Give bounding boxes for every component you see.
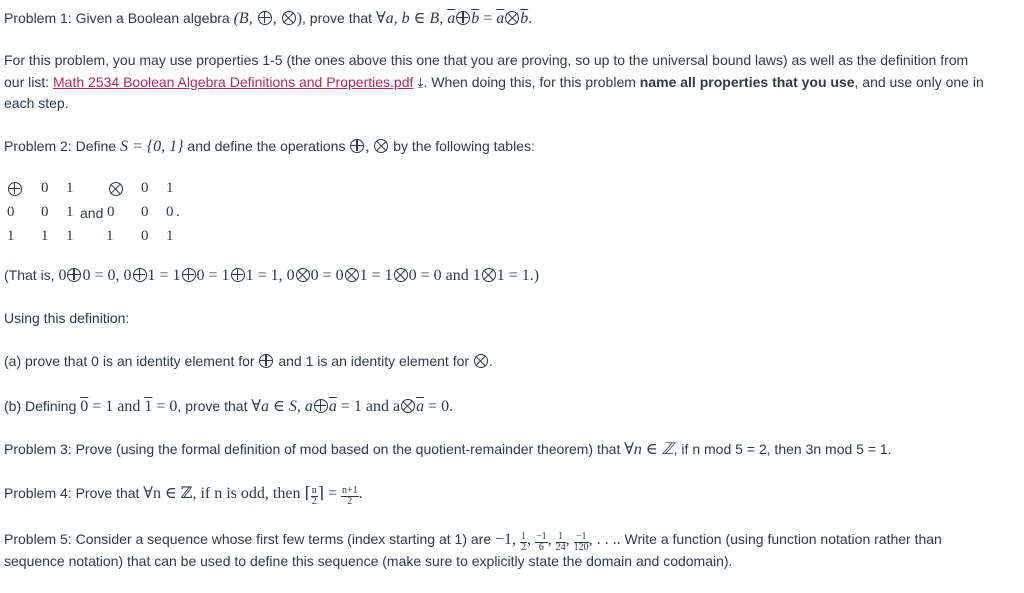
otimes-icon bbox=[345, 268, 359, 282]
frac-num: −1 bbox=[574, 532, 589, 543]
that-is-line bbox=[4, 265, 539, 286]
otimes-icon bbox=[374, 139, 388, 153]
p2b-zero-bar: 0 bbox=[80, 398, 89, 415]
p2b-a-bar: $\overline{a}$ bbox=[328, 398, 337, 415]
that-is-term: 0 bbox=[58, 267, 67, 284]
p1-forall: ∀a, b ∈ B, bbox=[375, 10, 448, 27]
frac-num: −1 bbox=[536, 531, 547, 542]
frac-den: 6 bbox=[538, 542, 544, 553]
p3-forall: ∀n ∈ ℤ bbox=[624, 441, 674, 458]
p4-pre: Problem 4: Prove that bbox=[4, 485, 144, 501]
p1-a: a bbox=[447, 10, 456, 27]
p4-eq: ⌉ = bbox=[317, 485, 341, 502]
otimes-icon bbox=[474, 354, 488, 368]
p2b-forall: ∀a ∈ S, a bbox=[251, 398, 313, 415]
p1-b-bar: $\overline{b}$ bbox=[520, 10, 529, 27]
otimes-icon bbox=[505, 11, 519, 25]
using-definition: Using this definition: bbox=[4, 310, 130, 326]
that-is-term: 1 = 1 bbox=[359, 267, 393, 284]
oplus-icon bbox=[456, 11, 470, 25]
p2a-end: . bbox=[488, 353, 493, 369]
frac-num: n+1 bbox=[341, 485, 358, 496]
p2b-one-bar: 1 bbox=[144, 398, 153, 415]
plus-table-cell: 1 bbox=[41, 228, 49, 244]
note-line-1: For this problem, you may use properties 1-5 (the ones above this one that you are proving, so up to the universal bound laws) as well as the definition from bbox=[4, 52, 969, 68]
p4-frac-n-over-2 bbox=[311, 486, 318, 507]
frac-den: 24 bbox=[555, 542, 566, 553]
that-is-term: 0 = 1 bbox=[196, 267, 230, 284]
tables-and: and bbox=[80, 205, 104, 221]
tables-dot: . bbox=[176, 204, 180, 220]
times-table-cell: 0 bbox=[166, 204, 174, 220]
p2-comma: , bbox=[365, 138, 374, 155]
p2-set: S = {0, 1} bbox=[119, 138, 184, 155]
p1-b: b bbox=[471, 10, 480, 27]
plus-table-row-label: 1 bbox=[7, 228, 15, 244]
note-line2-mid: . When doing this, for this problem bbox=[423, 74, 640, 90]
times-table-otimes-icon bbox=[109, 182, 123, 196]
p1-end: . bbox=[528, 10, 533, 27]
frac-num: 1 bbox=[521, 531, 527, 542]
times-table-row-label: 0 bbox=[107, 204, 115, 220]
problem-2a bbox=[4, 351, 493, 372]
operation-tables bbox=[0, 178, 200, 248]
otimes-icon bbox=[296, 268, 310, 282]
that-is-term: 0 = 0, 0 bbox=[82, 267, 132, 284]
that-is-term: 0 = 0 bbox=[310, 267, 344, 284]
times-table-cell: 0 bbox=[141, 228, 149, 244]
p5-frac bbox=[574, 532, 589, 553]
note-line2-end: , and use only one in bbox=[854, 74, 984, 90]
note-line-3: each step. bbox=[4, 95, 69, 111]
oplus-icon bbox=[182, 268, 196, 282]
p1-eq: = bbox=[479, 10, 497, 27]
download-icon[interactable]: ⤓ bbox=[417, 74, 424, 90]
p1-overline-expr bbox=[447, 10, 479, 27]
p1-algebra-open: (B, bbox=[233, 10, 257, 27]
problem-2 bbox=[4, 136, 535, 157]
p2b-eq1b: = 1 and a bbox=[336, 398, 401, 415]
problem-5: Problem 5: Consider a sequence whose first few terms (index starting at 1) are −1, $\frac{1}{2}$ , $\frac{-1}{6}$ , $\frac{1}{24}$ , $\frac{-1}{120}$ , . . .. Write a function (using function notation rather than bbox=[4, 531, 942, 553]
p4-frac-n-plus-1-over-2 bbox=[341, 486, 359, 507]
frac-num: 1 bbox=[556, 532, 566, 543]
frac-den: 120 bbox=[573, 542, 589, 553]
that-is-open: (That is, bbox=[4, 267, 59, 283]
otimes-icon bbox=[394, 268, 408, 282]
p2-define-ops: and define the operations bbox=[183, 138, 350, 154]
that-is-term: 1 = 1 bbox=[147, 267, 181, 284]
otimes-icon bbox=[401, 399, 415, 413]
pdf-link[interactable]: Math 2534 Boolean Algebra Definitions and Properties.pdf bbox=[53, 74, 414, 90]
times-table-row-label: 1 bbox=[106, 228, 114, 244]
times-table-header: 1 bbox=[166, 180, 174, 196]
times-table-cell: 1 bbox=[166, 228, 174, 244]
p5-frac bbox=[556, 532, 566, 553]
p5-pre: Problem 5: Consider a sequence whose first few terms (index starting at 1) are bbox=[4, 531, 495, 547]
plus-table-header: 1 bbox=[66, 180, 74, 196]
p2-by-tables: by the following tables: bbox=[389, 138, 535, 154]
problem-3 bbox=[4, 439, 892, 460]
note-bold: name all properties that you use bbox=[639, 74, 855, 90]
p1-prove: , prove that bbox=[302, 10, 376, 26]
oplus-icon bbox=[258, 11, 272, 25]
oplus-icon bbox=[67, 268, 81, 282]
oplus-icon bbox=[133, 268, 147, 282]
p2a-pre: (a) prove that 0 is an identity element for bbox=[4, 353, 259, 369]
frac-den: 2 bbox=[311, 496, 317, 507]
oplus-icon bbox=[259, 354, 273, 368]
p3-pre: Problem 3: Prove (using the formal definition of mod based on the quotient-remainder theorem) that bbox=[4, 441, 625, 457]
problem-5-line-2: sequence notation) that can be used to define this sequence (make sure to explicitly state the domain and codomain). bbox=[4, 553, 733, 569]
p5-post: Write a function (using function notation rather than bbox=[620, 531, 942, 547]
plus-table-cell: 0 bbox=[41, 204, 49, 220]
p2b-prove: , prove that bbox=[177, 398, 252, 414]
p2a-mid: and 1 is an identity element for bbox=[274, 353, 473, 369]
p5-frac bbox=[535, 532, 548, 553]
p5-frac bbox=[520, 532, 527, 553]
p1-a-bar: $\overline{a}$ bbox=[496, 10, 505, 27]
problem-2b bbox=[4, 396, 453, 417]
p3-post: , if n mod 5 = 2, then 3n mod 5 = 1. bbox=[673, 441, 892, 457]
note-line2-pre: our list: bbox=[4, 74, 54, 90]
times-table-cell: 0 bbox=[141, 204, 149, 220]
p4-math: ∀n ∈ ℤ, if n is odd, then ⌈ bbox=[143, 485, 311, 502]
frac-den: 2 bbox=[521, 542, 527, 553]
p5-seq-end: , . . .. bbox=[588, 531, 621, 548]
oplus-icon bbox=[350, 139, 364, 153]
plus-table-cell: 1 bbox=[66, 228, 74, 244]
otimes-icon bbox=[282, 11, 296, 25]
p4-end: . bbox=[358, 485, 363, 502]
p1-intro: Problem 1: Given a Boolean algebra bbox=[4, 10, 234, 26]
problem-4 bbox=[4, 483, 363, 507]
problem-1 bbox=[4, 8, 532, 29]
that-is-term: 0 = 0 and 1 bbox=[408, 267, 481, 284]
p1-comma: , bbox=[272, 10, 281, 27]
times-table-header: 0 bbox=[141, 180, 149, 196]
plus-table-oplus-icon bbox=[8, 182, 22, 196]
plus-table-row-label: 0 bbox=[7, 204, 15, 220]
p1-algebra-close: ) bbox=[296, 10, 303, 27]
plus-table-cell: 1 bbox=[66, 204, 74, 220]
frac-num: n bbox=[311, 485, 317, 496]
p2b-a-bar: $\overline{a}$ bbox=[416, 398, 425, 415]
p2b-end: = 0. bbox=[424, 398, 454, 415]
p2b-eq0: = 0 bbox=[152, 398, 178, 415]
frac-den: 2 bbox=[347, 496, 353, 507]
that-is-term: 1 = 1.) bbox=[496, 267, 540, 284]
oplus-icon bbox=[231, 268, 245, 282]
p2b-eq1: = 1 and bbox=[88, 398, 145, 415]
otimes-icon bbox=[482, 268, 496, 282]
oplus-icon bbox=[314, 399, 328, 413]
p2-intro: Problem 2: Define bbox=[4, 138, 120, 154]
plus-table-header: 0 bbox=[41, 180, 49, 196]
p5-seq-start: −1, bbox=[495, 531, 521, 548]
p2b-pre: (b) Defining bbox=[4, 398, 81, 414]
note-line-2 bbox=[4, 72, 984, 93]
that-is-term: 1 = 1, 0 bbox=[245, 267, 295, 284]
